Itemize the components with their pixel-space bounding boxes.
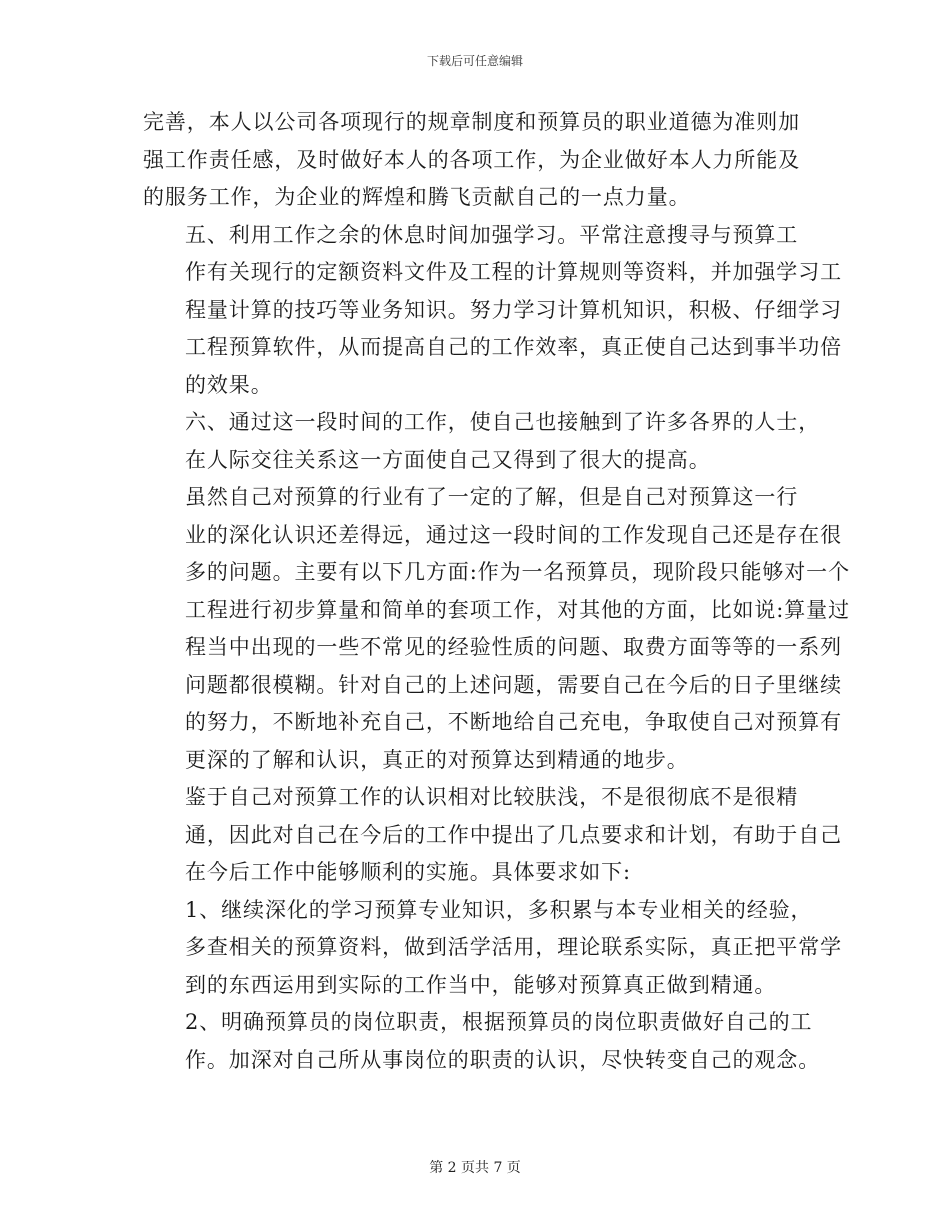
text-line: 的效果。 — [185, 372, 273, 397]
text-line: 工程进行初步算量和简单的套项工作，对其他的方面，比如说:算量过 — [185, 597, 850, 622]
text-line: 业的深化认识还差得远，通过这一段时间的工作发现自己还是存在很 — [185, 522, 842, 547]
paragraph-requirement-one — [143, 892, 842, 1005]
paragraph-continuation — [143, 104, 813, 217]
document-body — [143, 104, 850, 1079]
text-line: 完善，本人以公司各项现行的规章制度和预算员的职业道德为准则加 — [143, 110, 800, 134]
text-line: 作有关现行的定额资料文件及工程的计算规则等资料，并加强学习工 — [185, 260, 842, 284]
paragraph-requirements-intro — [143, 779, 842, 892]
text-line: 的努力，不断地补充自己，不断地给自己充电，争取使自己对预算有 — [185, 710, 842, 734]
text-line: 问题都很模糊。针对自己的上述问题，需要自己在今后的日子里继续 — [185, 672, 842, 697]
paragraph-item-six — [143, 404, 821, 479]
text-line: 虽然自己对预算的行业有了一定的了解，但是自己对预算这一行 — [185, 485, 799, 509]
text-line: 作。加深对自己所从事岗位的职责的认识，尽快转变自己的观念。 — [185, 1047, 821, 1072]
text-line: 2、明确预算员的岗位职责，根据预算员的岗位职责做好自己的工 — [185, 1010, 813, 1034]
text-line: 更深的了解和认识，真正的对预算达到精通的地步。 — [185, 747, 689, 772]
text-line: 强工作责任感，及时做好本人的各项工作，为企业做好本人力所能及 — [143, 147, 800, 172]
text-line: 在今后工作中能够顺利的实施。具体要求如下: — [185, 860, 631, 884]
text-line: 鉴于自己对预算工作的认识相对比较肤浅，不是很彻底不是很精 — [185, 785, 799, 809]
paragraph-shortcomings — [143, 479, 850, 779]
text-line: 六、通过这一段时间的工作，使自己也接触到了许多各界的人士， — [185, 410, 821, 434]
text-line: 五、利用工作之余的休息时间加强学习。平常注意搜寻与预算工 — [185, 222, 799, 247]
text-line: 多查相关的预算资料，做到活学活用，理论联系实际，真正把平常学 — [185, 935, 842, 959]
text-line: 多的问题。主要有以下几方面:作为一名预算员，现阶段只能够对一个 — [185, 560, 850, 584]
text-line: 的服务工作，为企业的辉煌和腾飞贡献自己的一点力量。 — [143, 185, 691, 209]
text-line: 程量计算的技巧等业务知识。努力学习计算机知识，积极、仔细学习 — [185, 297, 842, 322]
text-line: 到的东西运用到实际的工作当中，能够对预算真正做到精通。 — [185, 972, 777, 997]
text-line: 程当中出现的一些不常见的经验性质的问题、取费方面等等的一系列 — [185, 635, 842, 659]
paragraph-requirement-two — [143, 1004, 821, 1079]
paragraph-item-five — [143, 217, 842, 405]
text-line: 工程预算软件，从而提高自己的工作效率，真正使自己达到事半功倍 — [185, 335, 842, 359]
page-header: 下载后可任意编辑 — [426, 54, 523, 68]
text-line: 1、继续深化的学习预算专业知识，多积累与本专业相关的经验， — [185, 897, 813, 922]
page-number-footer: 第 2 页共 7 页 — [429, 1160, 521, 1176]
text-line: 在人际交往关系这一方面使自己又得到了很大的提高。 — [185, 447, 711, 472]
text-line: 通，因此对自己在今后的工作中提出了几点要求和计划，有助于自己 — [185, 822, 842, 847]
